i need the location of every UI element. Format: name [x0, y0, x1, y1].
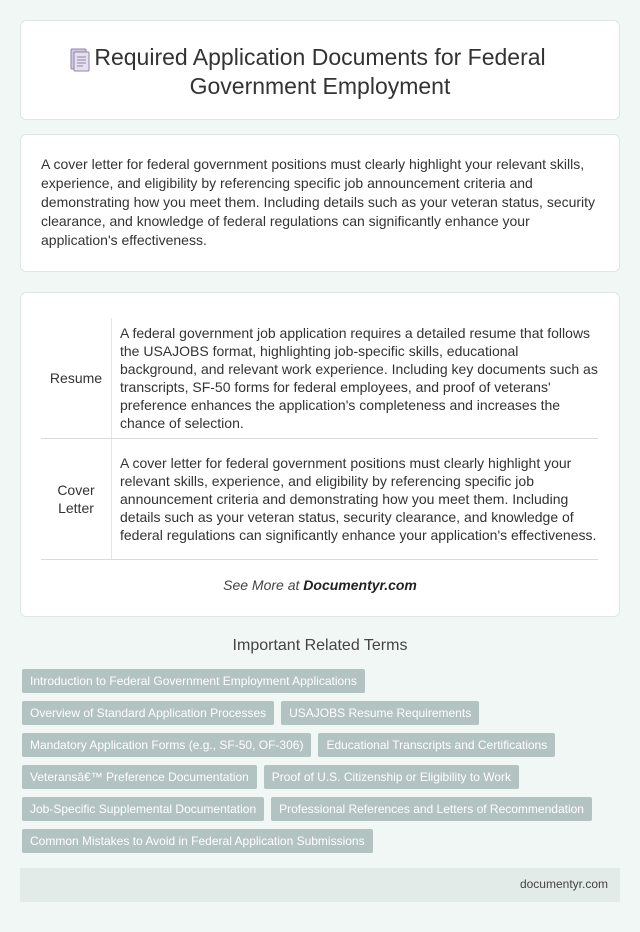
header-card: [20, 20, 620, 120]
see-more-site[interactable]: Documentyr.com: [303, 577, 417, 593]
footer-site-link[interactable]: documentyr.com: [519, 877, 608, 891]
row-description: A cover letter for federal government positions must clearly highlight your relevant skills, experience, and eligibility by referencing specific job announcement criteria and demonstrating how you meet them. Including details such as your veteran status, security clearance, and knowledge of federal regulations can significantly enhance your application's effectiveness.: [112, 439, 599, 560]
related-term-tag[interactable]: Educational Transcripts and Certifications: [318, 733, 555, 757]
related-term-tag[interactable]: Veteransâ€™ Preference Documentation: [22, 765, 257, 789]
page-title-line1: Required Application Documents for Federal: [94, 44, 546, 70]
table-row: [41, 318, 598, 439]
see-more-link[interactable]: [21, 577, 619, 593]
related-term-tag[interactable]: Introduction to Federal Government Employment Applications: [22, 669, 365, 693]
footer: [20, 868, 620, 902]
related-term-tag[interactable]: Common Mistakes to Avoid in Federal Application Submissions: [22, 829, 373, 853]
related-terms-tags: [22, 669, 622, 861]
row-description: A federal government job application requires a detailed resume that follows the USAJOBS format, highlighting job-specific skills, educational background, and relevant work experience. Including key documents such as transcripts, SF-50 forms for federal employees, and proof of veterans' preference enhances the application's completeness and increases the chance of selection.: [112, 318, 599, 439]
related-term-tag[interactable]: Professional References and Letters of Recommendation: [271, 797, 592, 821]
related-term-tag[interactable]: Overview of Standard Application Processes: [22, 701, 274, 725]
row-label: Resume: [41, 318, 112, 439]
related-terms-title: Important Related Terms: [232, 637, 408, 654]
related-term-tag[interactable]: USAJOBS Resume Requirements: [281, 701, 479, 725]
page-title-line2: Government Employment: [189, 73, 451, 99]
table-row: [41, 439, 598, 560]
row-label: Cover Letter: [41, 439, 112, 560]
see-more-prefix: See More at: [223, 577, 304, 593]
related-term-tag[interactable]: Proof of U.S. Citizenship or Eligibility to Work: [264, 765, 519, 789]
page-title: [94, 43, 545, 101]
related-term-tag[interactable]: Mandatory Application Forms (e.g., SF-50, OF-306): [22, 733, 311, 757]
documents-table: [41, 318, 598, 560]
related-term-tag[interactable]: Job-Specific Supplemental Documentation: [22, 797, 264, 821]
documents-table-card: [20, 292, 620, 617]
intro-card: [20, 134, 620, 272]
intro-text: A cover letter for federal government positions must clearly highlight your relevant skills, experience, and eligibility by referencing specific job announcement criteria and demonstrating how you meet them. Including details such as your veteran status, security clearance, and knowledge of federal regulations can significantly enhance your application's effectiveness.: [41, 156, 596, 248]
